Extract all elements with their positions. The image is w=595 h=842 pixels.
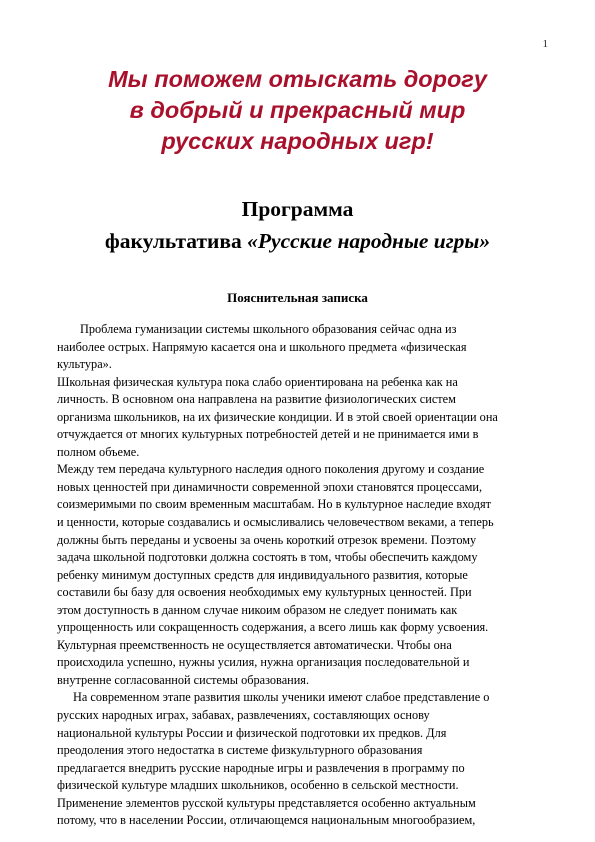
text-line: преодоления этого недостатка в системе физкультурного образования: [57, 743, 423, 758]
text-line: Между тем передача культурного наследия одного поколения другому и создание: [57, 462, 485, 477]
text-line: новых ценностей при динамичности современной эпохи становятся процессами,: [57, 479, 483, 494]
section-heading: Пояснительная записка: [227, 290, 368, 305]
text-line: задача школьной подготовки должна состоять в том, чтобы обеспечить каждому: [57, 550, 478, 565]
text-line: русских народных играх, забавах, развлечениях, составляющих основу: [57, 708, 430, 723]
text-line: отчуждается от многих культурных потребностей детей и не принимается ими в: [57, 427, 479, 442]
title-italic-name: «Русские народные игры»: [247, 229, 491, 253]
title-prefix: факультатива: [104, 229, 248, 253]
text-line: и ценности, которые создавались и осмысливались человечеством веками, а теперь: [57, 515, 494, 530]
text-line: должны быть переданы и усвоены за очень короткий отрезок времени. Поэтому: [57, 532, 477, 547]
text-line: Применение элементов русской культуры представляется особенно актуальным: [57, 795, 476, 810]
text-line: национальной культуры России и физической подготовки их предков. Для: [57, 725, 447, 740]
text-line: личность. В основном она направлена на развитие физиологических систем: [57, 392, 456, 407]
text-line: Проблема гуманизации системы школьного образования сейчас одна из: [80, 322, 457, 336]
motto-line: Мы поможем отыскать дорогу: [108, 66, 487, 92]
text-line: наиболее острых. Напрямую касается она и школьного предмета «физическая: [57, 339, 467, 354]
text-line: предлагается внедрить русские народные игры и развлечения в программу по: [57, 760, 465, 775]
body-text: [57, 321, 557, 830]
title-line-2: [0, 225, 595, 257]
text-line: полном объеме.: [57, 444, 140, 459]
motto-heading: [0, 64, 595, 157]
text-line: На современном этапе развития школы ученики имеют слабое представление о: [73, 690, 490, 705]
text-line: ребенку минимум доступных средств для индивидуального развития, которые: [57, 567, 468, 582]
text-line: культура».: [57, 357, 112, 372]
text-line: составили бы базу для освоения необходимых ему культурных ценностей. При: [57, 585, 472, 600]
text-line: Школьная физическая культура пока слабо ориентирована на ребенка как на: [57, 374, 458, 389]
text-line: внутренне согласованной системы образования.: [57, 672, 310, 687]
text-line: соизмеримыми по своим временным масштабам. Но в культурное наследие входят: [57, 497, 491, 512]
text-line: физической культуре младших школьников, особенно в сельской местности.: [57, 778, 459, 793]
text-line: потому, что в населении России, отличающемся национальным многообразием,: [57, 813, 476, 828]
program-title: [0, 193, 595, 257]
page-number: 1: [542, 38, 548, 50]
text-line: происходила успешно, нужны усилия, нужна организация последовательной и: [57, 655, 470, 670]
motto-line: русских народных игр!: [161, 128, 434, 154]
text-line: упрощенность или сокращенность содержания, а всего лишь как форму усвоения.: [57, 620, 489, 635]
motto-line: в добрый и прекрасный мир: [129, 97, 466, 123]
text-line: этом доступность в данном случае никоим образом не следует понимать как: [57, 602, 458, 617]
title-line-1: Программа: [241, 197, 354, 221]
text-line: организма школьников, на их физические кондиции. И в этой своей ориентации она: [57, 409, 498, 424]
text-line: Культурная преемственность не осуществляется автоматически. Чтобы она: [57, 637, 452, 652]
